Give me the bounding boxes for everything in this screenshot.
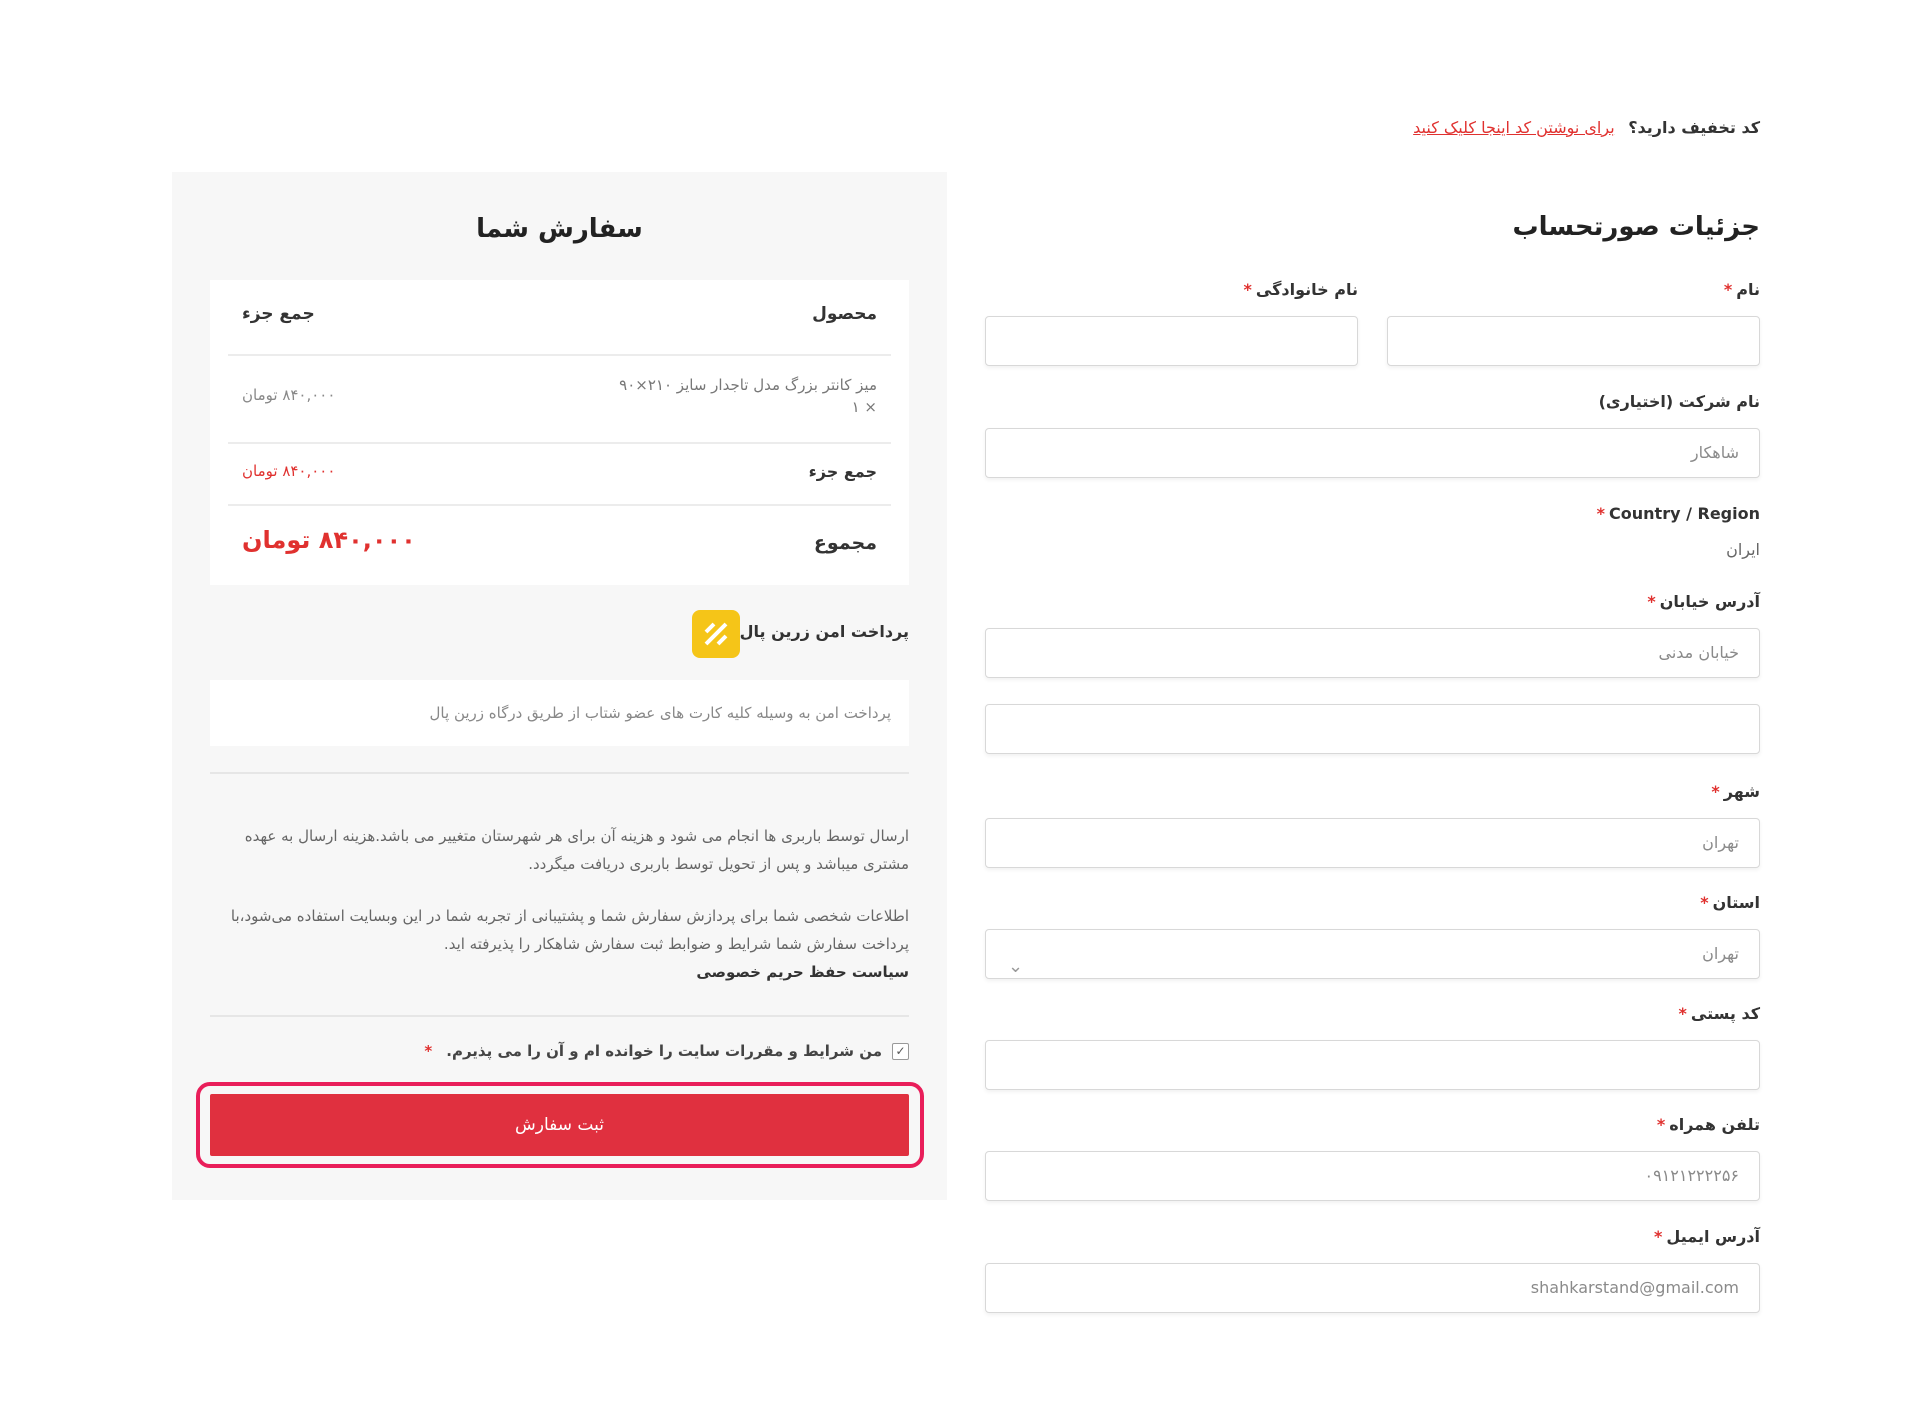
country-value: ایران: [1726, 540, 1760, 559]
item-price: ۸۴۰,۰۰۰ تومان: [242, 386, 336, 404]
chevron-down-icon: ⌄: [1008, 956, 1024, 977]
state-value: تهران: [1702, 944, 1739, 963]
postcode-input[interactable]: [985, 1040, 1760, 1090]
shipping-note: ارسال توسط باربری ها انجام می شود و هزینه آن برای هر شهرستان متغییر می باشد.هزینه ارسال به عهده مشتری میباشد و پس از تحویل توسط باربری دریافت میگردد.: [244, 827, 909, 873]
total-value: ۸۴۰,۰۰۰ تومان: [242, 526, 416, 554]
billing-title: جزئیات صورتحساب: [1512, 212, 1760, 242]
payment-method-label[interactable]: پرداخت امن زرین پال: [739, 622, 909, 641]
coupon-question: کد تخفیف دارید؟: [1628, 118, 1760, 137]
subtotal-value: ۸۴۰,۰۰۰ تومان: [242, 462, 336, 480]
zarinpal-logo-icon: [692, 610, 740, 658]
city-label: شهر*: [1711, 782, 1760, 801]
country-label: Country / Region*: [1596, 504, 1760, 523]
email-label: آدرس ایمیل*: [1654, 1227, 1760, 1246]
phone-input[interactable]: ۰۹۱۲۱۲۲۲۲۵۶: [985, 1151, 1760, 1201]
order-review-card: [172, 172, 947, 1200]
order-table: [210, 280, 909, 585]
street-input[interactable]: خیابان مدنی: [985, 628, 1760, 678]
state-label: استان*: [1700, 893, 1760, 912]
email-input[interactable]: shahkarstand@gmail.com: [985, 1263, 1760, 1313]
coupon-link[interactable]: برای نوشتن کد اینجا کلیک کنید: [1413, 118, 1615, 137]
state-select[interactable]: [985, 929, 1760, 979]
terms-row: [424, 1042, 909, 1060]
phone-label: تلفن همراه*: [1656, 1115, 1760, 1134]
privacy-policy-link[interactable]: سیاست حفظ حریم خصوصی: [696, 963, 909, 981]
terms-checkbox[interactable]: ✓: [892, 1043, 909, 1060]
last-name-label: نام خانوادگی*: [1243, 280, 1358, 299]
place-order-button[interactable]: ثبت سفارش: [210, 1094, 909, 1156]
company-input[interactable]: شاهکار: [985, 428, 1760, 478]
company-label: نام شرکت (اختیاری): [1598, 392, 1760, 411]
city-input[interactable]: تهران: [985, 818, 1760, 868]
header-product: محصول: [812, 304, 877, 324]
payment-description: پرداخت امن به وسیله کلیه کارت های عضو شتاب از طریق درگاه زرین پال: [210, 680, 909, 746]
header-subtotal: جمع جزء: [242, 304, 315, 324]
divider: [210, 1015, 909, 1017]
terms-required-mark: *: [424, 1042, 433, 1060]
postcode-label: کد پستی*: [1678, 1004, 1760, 1023]
first-name-label: نام*: [1723, 280, 1760, 299]
total-row: [228, 506, 891, 584]
order-title: سفارش شما: [476, 214, 643, 244]
item-name: میز کانتر بزرگ مدل تاجدار سایز ۲۱۰×۹۰ × ۱: [619, 376, 877, 416]
coupon-notice: [1413, 118, 1760, 137]
table-row: [228, 356, 891, 444]
total-label: مجموع: [813, 532, 877, 554]
terms-label: من شرایط و مقررات سایت را خوانده ام و آن را می پذیرم.: [446, 1042, 882, 1060]
item-qty: × ۱: [851, 398, 877, 416]
street-input-2[interactable]: [985, 704, 1760, 754]
privacy-note: اطلاعات شخصی شما برای پردازش سفارش شما و پشتیبانی از تجربه شما در این وبسایت استفاده می‌شود،با پرداخت سفارش شما شرایط و ضوابط ثبت سفارش شاهکار را پذیرفته اید. سیاست حفظ حریم خصوصی: [210, 902, 909, 986]
street-label: آدرس خیابان*: [1647, 592, 1760, 611]
table-header-row: [228, 280, 891, 356]
subtotal-row: [228, 444, 891, 506]
divider: [210, 772, 909, 774]
subtotal-label: جمع جزء: [808, 462, 877, 481]
last-name-input[interactable]: [985, 316, 1358, 366]
first-name-input[interactable]: [1387, 316, 1760, 366]
